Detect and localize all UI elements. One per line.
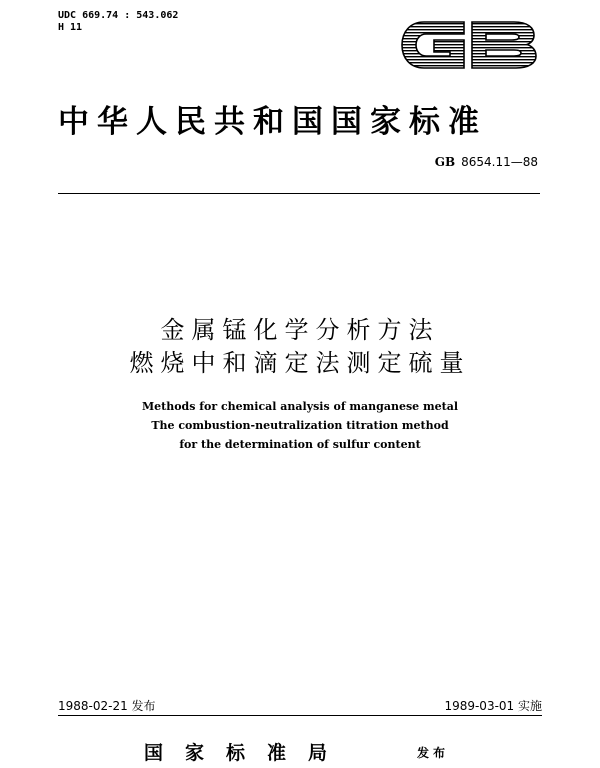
english-title-line-3: for the determination of sulfur content [179, 438, 421, 451]
standard-title: 中华人民共和国国家标准 [58, 104, 487, 140]
english-title-line-1: Methods for chemical analysis of manganese metal [141, 400, 459, 413]
gb-logo [398, 14, 540, 76]
logo-text: GB [398, 14, 400, 15]
chinese-title-line-1: 金属锰化学分析方法 [160, 316, 440, 344]
chinese-title-line-2: 燃烧中和滴定法测定硫量 [129, 349, 471, 377]
udc-code: UDC 669.74 : 543.062 [58, 10, 179, 21]
category-code: H 11 [58, 22, 83, 33]
standard-number: 8654.11—88 [461, 155, 538, 169]
standard-prefix: GB [434, 155, 456, 169]
publish-label: 发布 [417, 746, 450, 760]
header-divider [58, 193, 540, 194]
footer-divider [58, 715, 542, 716]
implementation-date: 1989-03-01 实施 [444, 699, 542, 713]
standard-code [435, 155, 538, 169]
classification-block [58, 10, 178, 34]
publisher-name: 国家标准局 [144, 742, 350, 764]
english-title-line-2: The combustion-neutralization titration method [151, 419, 449, 432]
issue-date: 1988-02-21 发布 [58, 699, 156, 713]
